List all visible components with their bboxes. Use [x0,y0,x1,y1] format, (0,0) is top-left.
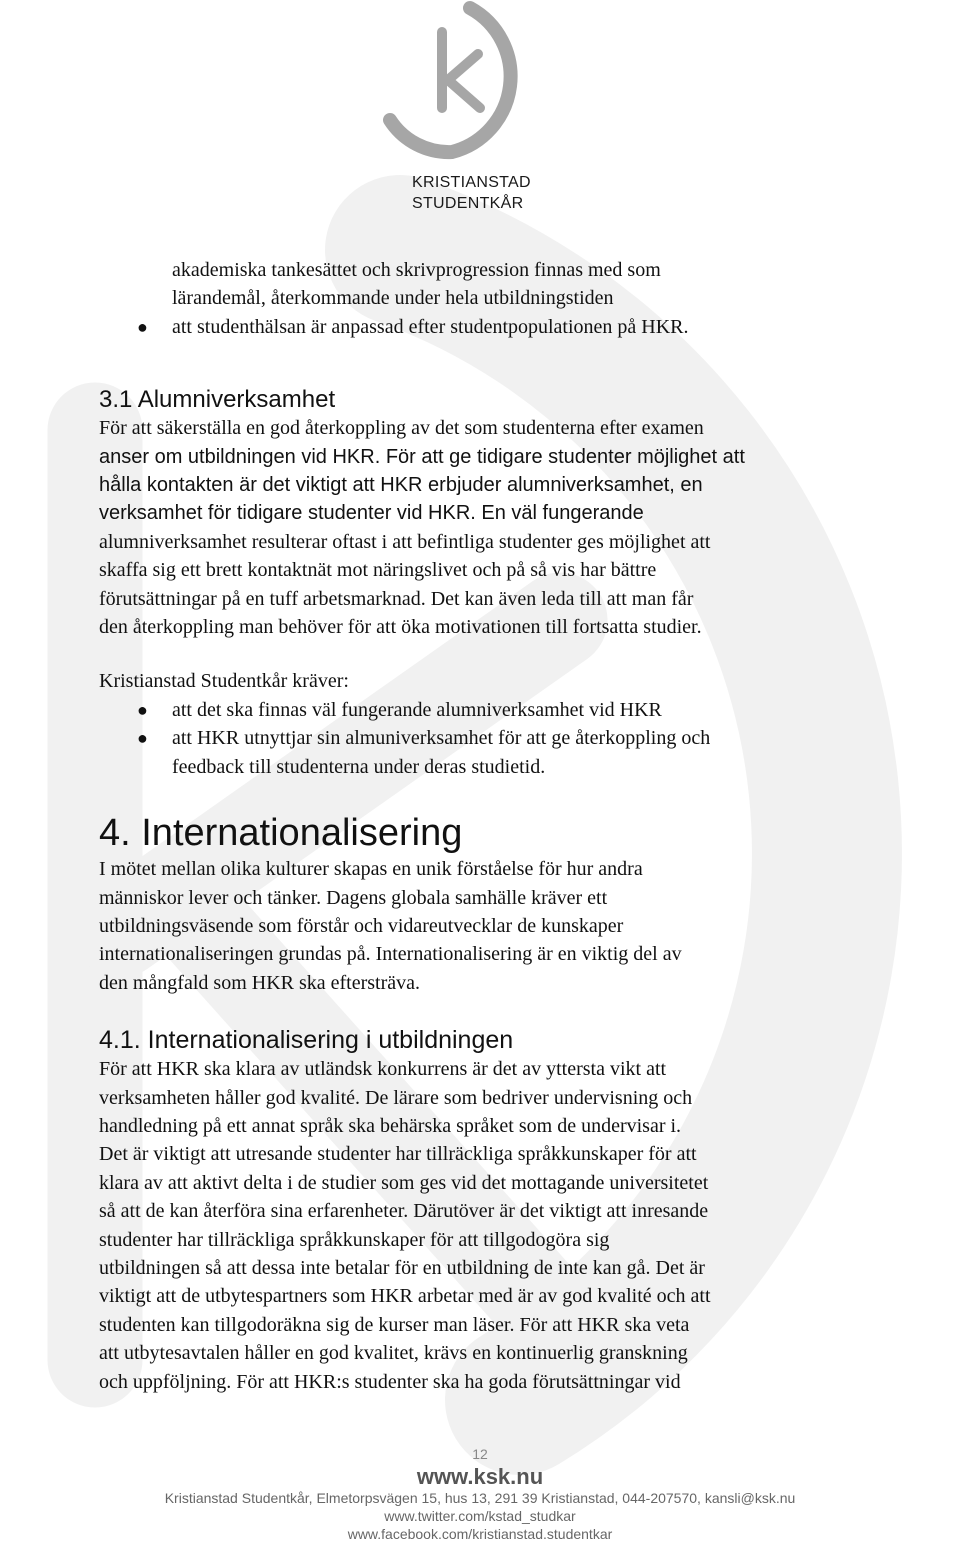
paragraph-line: utbildningen så att dessa inte betalar för en utbildning de inte kan gå. Det är [99,1256,705,1279]
paragraph-line: människor lever och tänker. Dagens globala samhälle kräver ett [99,886,608,909]
website-link[interactable]: www.ksk.nu [416,1464,544,1489]
paragraph-line: hålla kontakten är det viktigt att HKR erbjuder alumniverksamhet, en [99,474,703,497]
paragraph-line: Det är viktigt att utresande studenter har tillräckliga språkkunskaper för att [99,1143,697,1166]
paragraph-line: verksamhet för tidigare studenter vid HKR. En väl fungerande [99,502,644,525]
bullet-icon: ● [137,728,148,749]
page-footer [0,1443,960,1543]
paragraph-line: den återkoppling man behöver för att öka motivationen till fortsatta studier. [99,616,702,639]
list-item [99,313,859,341]
paragraph-line: verksamheten håller god kvalité. De lärare som bedriver undervisning och [99,1086,693,1109]
paragraph-line: förutsättningar på en tuff arbetsmarknad. Det kan även leda till att man får [99,587,694,610]
paragraph-line: den mångfald som HKR ska eftersträva. [99,971,421,994]
facebook-link[interactable]: www.facebook.com/kristianstad.studentkar [347,1526,613,1542]
paragraph-line: utbildningsväsende som förstår och vidareutvecklar de kunskaper [99,914,624,937]
paragraph-line: handledning på ett annat språk ska behärska språket som de undervisar i. [99,1114,682,1137]
paragraph-line: så att de kan återföra sina erfarenheter. Därutöver är det viktigt att inresande [99,1200,709,1223]
section-4-1-heading: 4.1. Internationalisering i utbildningen [99,1026,514,1055]
bullet-icon: ● [137,699,148,720]
continued-line: akademiska tankesättet och skrivprogression finnas med som [172,259,661,281]
section-4-heading: 4. Internationalisering [99,812,463,855]
logo-line-2: STUDENTKÅR [412,195,524,212]
intro-bullet-list [99,313,859,341]
list-item-text: feedback till studenterna under deras studietid. [172,755,546,778]
paragraph-line: att utbytesavtalen håller en god kvalitet, krävs en kontinuerlig granskning [99,1342,688,1365]
section-3-1-paragraph [99,414,859,641]
document-body [99,256,859,1396]
bullet-icon: ● [137,316,148,337]
paragraph-line: studenten kan tillgodoräkna sig de kurser man läser. För att HKR ska veta [99,1313,690,1336]
list-item-text: att det ska finnas väl fungerande alumniverksamhet vid HKR [172,698,662,721]
section-4-1-paragraph [99,1055,859,1396]
list-item [99,696,859,724]
list-item-text: att studenthälsan är anpassad efter studentpopulationen på HKR. [172,315,689,338]
logo-line-1: KRISTIANSTAD [412,174,531,191]
paragraph-line: klara av att aktivt delta i de studier som ges vid det mottagande universitetet [99,1171,709,1194]
logo-wordmark [412,172,531,214]
paragraph-line: alumniverksamhet resulterar oftast i att befintliga studenter ges möjlighet att [99,530,711,553]
list-item-continued [99,753,859,781]
paragraph-line: skaffa sig ett brett kontaktnät mot näringslivet och på så vis har bättre [99,559,657,582]
twitter-link[interactable]: www.twitter.com/kstad_studkar [384,1508,576,1524]
section-4-paragraph [99,855,859,997]
list-item [99,724,859,752]
list-item-text: att HKR utnyttjar sin almuniverksamhet för att ge återkoppling och [172,727,711,750]
paragraph-line: och uppföljning. För att HKR:s studenter ska ha goda förutsättningar vid [99,1370,681,1393]
paragraph-line: I mötet mellan olika kulturer skapas en unik förståelse för hur andra [99,858,643,881]
paragraph-line: anser om utbildningen vid HKR. För att ge tidigare studenter möjlighet att [99,445,745,468]
demands-list [99,696,859,781]
paragraph-line: viktigt att de utbytespartners som HKR arbetar med är av god kvalité och att [99,1285,711,1308]
paragraph-line: internationaliseringen grundas på. Internationalisering är en viktig del av [99,943,682,966]
paragraph-line: studenter har tillräckliga språkkunskaper för att tillgodogöra sig [99,1228,610,1251]
paragraph-line: För att säkerställa en god återkoppling av det som studenterna efter examen [99,417,704,440]
continued-line: lärandemål, återkommande under hela utbildningstiden [172,287,614,310]
paragraph-line: För att HKR ska klara av utländsk konkurrens är det av yttersta vikt att [99,1058,667,1081]
contact-address: Kristianstad Studentkår, Elmetorpsvägen 15, hus 13, 291 39 Kristianstad, 044-207570, kansli@ksk.nu [164,1490,796,1506]
section-3-1-heading: 3.1 Alumniverksamhet [99,386,336,414]
page-number: 12 [472,1446,488,1462]
demands-title: Kristianstad Studentkår kräver: [99,670,349,693]
